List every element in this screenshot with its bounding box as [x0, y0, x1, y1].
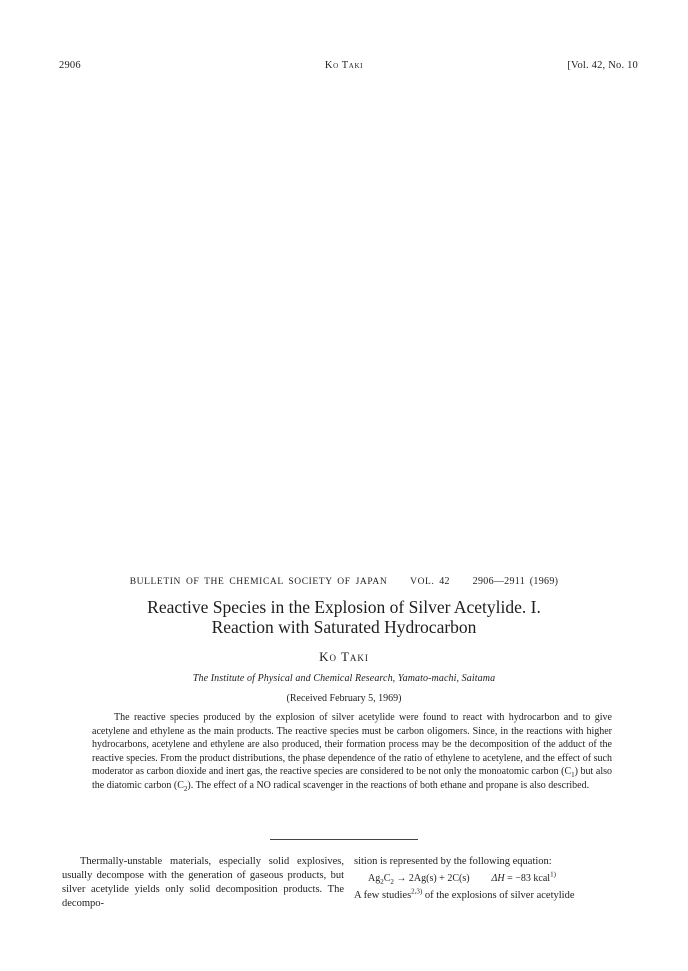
volume-label: VOL.: [410, 577, 435, 587]
body-right-column: [354, 855, 636, 903]
abstract-sub-1: 1: [571, 771, 575, 779]
author-affiliation: The Institute of Physical and Chemical Research, Yamato-machi, Saitama: [192, 673, 496, 684]
eq-c: C: [383, 873, 391, 884]
eq-rhs: 2Ag(s) + 2C(s): [408, 873, 470, 884]
page-number: 2906: [59, 60, 81, 71]
article-title: [0, 597, 688, 637]
decomposition-equation: [354, 872, 636, 886]
right-intro: sition is represented by the following equation:: [354, 856, 552, 867]
eq-arrow: →: [396, 873, 407, 884]
received-date: (Received February 5, 1969): [286, 693, 402, 704]
abstract-part-3: ). The effect of a NO radical scavenger in the reactions of both ethane and propane is also described.: [187, 779, 590, 791]
section-divider: [270, 839, 418, 840]
title-line-1: Reactive Species in the Explosion of Silver Acetylide. I.: [147, 597, 541, 617]
right-continuation-start: A few studies: [354, 890, 412, 901]
abstract-part-2: ) but also the diatomic carbon (C: [92, 766, 612, 791]
right-reference: 2,3): [411, 887, 423, 896]
article-author: Ko Taki: [319, 649, 369, 664]
eq-delta-h: ΔH: [491, 873, 505, 884]
eq-sub-2: 2: [390, 878, 394, 886]
volume-number: 42: [439, 576, 450, 587]
right-continuation: [354, 887, 575, 901]
eq-reference: 1): [550, 870, 556, 879]
abstract-part-1: The reactive species produced by the explosion of silver acetylide were found to react with hydrocarbon and to give acetylene and ethylene as the main products. The reactive species must be carbon oligomers. Since, in the reactions with higher hydrocarbons, acetylene and ethylene are also produced, their formation process may be the decomposition of the adduct of the reactive species. From the product distributions, the phase dependence of the ratio of ethylene to acetylene, and the effect of such moderator as carbon dioxide and inert gas, the reactive species are considered to be not only the monoatomic carbon (C: [92, 712, 612, 777]
title-line-2: Reaction with Saturated Hydrocarbon: [211, 617, 477, 637]
eq-sub-1: 2: [380, 878, 384, 886]
journal-name: BULLETIN OF THE CHEMICAL SOCIETY OF JAPAN: [129, 577, 388, 587]
running-head-author: Ko Taki: [324, 60, 364, 71]
body-left-column: Thermally-unstable materials, especially solid explosives, usually decompose with the generation of gaseous products, but silver acetylide yields only solid decomposition products. The decompo-: [62, 856, 344, 909]
right-continuation-end: of the explosions of silver acetylide: [422, 890, 575, 901]
pages-year: 2906—2911 (1969): [472, 576, 559, 587]
abstract: [92, 711, 612, 792]
running-head-volume: [Vol. 42, No. 10: [567, 60, 638, 71]
abstract-sub-2: 2: [183, 784, 188, 793]
journal-citation-line: [0, 576, 688, 587]
eq-value: = −83 kcal: [504, 873, 551, 884]
eq-ag: Ag: [368, 873, 381, 884]
